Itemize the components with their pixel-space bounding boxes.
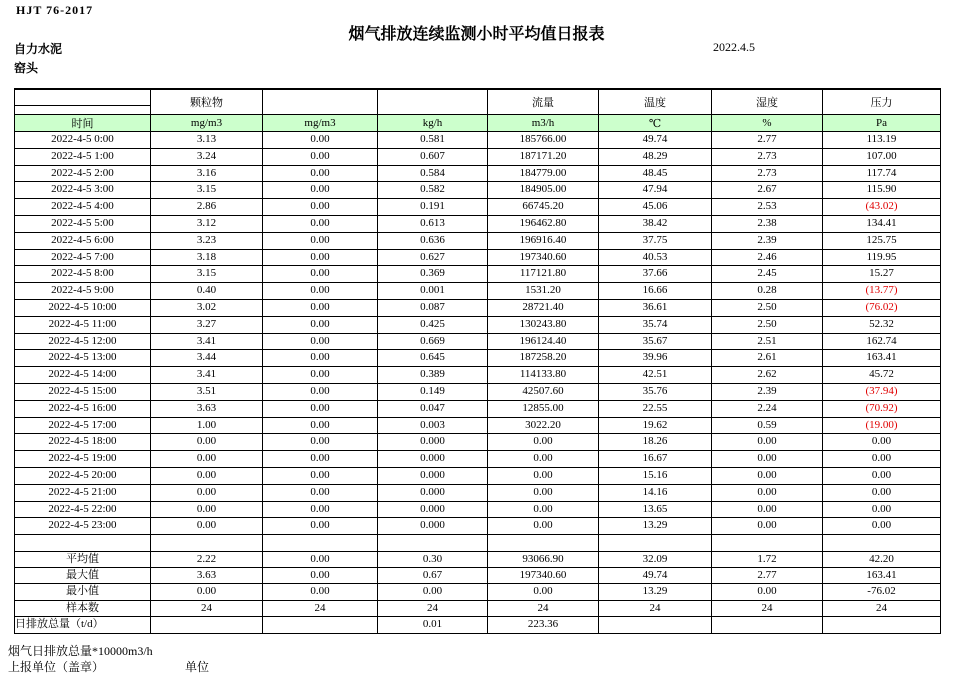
value-cell: 0.00: [488, 434, 599, 451]
value-cell: 2.38: [712, 215, 823, 232]
value-cell: 40.53: [599, 249, 712, 266]
value-cell: 12855.00: [488, 400, 599, 417]
summary-value-cell: 0.00: [263, 584, 378, 600]
summary-value-cell: 13.29: [599, 584, 712, 600]
unit-cell: kg/h: [378, 115, 488, 132]
value-cell: 3.24: [151, 148, 263, 165]
value-cell: 15.16: [599, 467, 712, 484]
value-cell: 0.00: [488, 501, 599, 518]
value-cell: 0.00: [712, 501, 823, 518]
column-header-temperature: 温度: [599, 89, 712, 115]
value-cell: 0.00: [263, 132, 378, 149]
value-cell: 0.00: [488, 484, 599, 501]
value-cell: 0.00: [823, 434, 941, 451]
value-cell: 0.582: [378, 182, 488, 199]
value-cell: 47.94: [599, 182, 712, 199]
value-cell: 2.50: [712, 299, 823, 316]
value-cell: 0.000: [378, 484, 488, 501]
summary-value-cell: [712, 617, 823, 633]
spacer-row: [15, 535, 941, 551]
table-row: [15, 299, 941, 316]
value-cell: (19.00): [823, 417, 941, 434]
summary-value-cell: 24: [823, 600, 941, 616]
value-cell: 2.61: [712, 350, 823, 367]
table-row: [15, 501, 941, 518]
value-cell: 2.50: [712, 316, 823, 333]
value-cell: 1531.20: [488, 283, 599, 300]
value-cell: (37.94): [823, 383, 941, 400]
value-cell: 35.76: [599, 383, 712, 400]
value-cell: 0.00: [263, 434, 378, 451]
time-cell: 2022-4-5 11:00: [15, 316, 151, 333]
value-cell: 28721.40: [488, 299, 599, 316]
value-cell: 0.00: [263, 350, 378, 367]
summary-value-cell: 24: [151, 600, 263, 616]
table-row: [15, 148, 941, 165]
value-cell: 2.73: [712, 148, 823, 165]
value-cell: 49.74: [599, 132, 712, 149]
report-date: 2022.4.5: [713, 40, 755, 54]
time-cell: 2022-4-5 5:00: [15, 215, 151, 232]
time-cell: 2022-4-5 12:00: [15, 333, 151, 350]
value-cell: 22.55: [599, 400, 712, 417]
value-cell: 0.00: [263, 165, 378, 182]
value-cell: 196916.40: [488, 232, 599, 249]
page-title: 烟气排放连续监测小时平均值日报表: [348, 26, 605, 43]
table-row: [15, 182, 941, 199]
unit-cell: ℃: [599, 115, 712, 132]
table-row: [15, 350, 941, 367]
value-cell: 3022.20: [488, 417, 599, 434]
value-cell: 0.584: [378, 165, 488, 182]
column-header-blank-2: [378, 89, 488, 115]
value-cell: 35.67: [599, 333, 712, 350]
summary-label: 平均值: [15, 551, 151, 567]
value-cell: 1.00: [151, 417, 263, 434]
time-cell: 2022-4-5 16:00: [15, 400, 151, 417]
summary-value-cell: [263, 617, 378, 633]
summary-row: [15, 567, 941, 583]
value-cell: 0.00: [263, 316, 378, 333]
value-cell: 66745.20: [488, 199, 599, 216]
value-cell: (43.02): [823, 199, 941, 216]
doc-code: HJT 76-2017: [16, 3, 94, 17]
value-cell: 0.00: [263, 501, 378, 518]
value-cell: 0.00: [263, 451, 378, 468]
unit-cell: %: [712, 115, 823, 132]
table-row: [15, 215, 941, 232]
value-cell: 0.087: [378, 299, 488, 316]
value-cell: 45.06: [599, 199, 712, 216]
value-cell: 0.191: [378, 199, 488, 216]
value-cell: 3.23: [151, 232, 263, 249]
time-column-header: 时间: [15, 115, 151, 132]
table-row: [15, 518, 941, 535]
value-cell: 38.42: [599, 215, 712, 232]
value-cell: 0.00: [823, 518, 941, 535]
reporting-unit-label: 上报单位（盖章）: [8, 660, 105, 674]
value-cell: 119.95: [823, 249, 941, 266]
table-row: [15, 451, 941, 468]
value-cell: 0.00: [712, 518, 823, 535]
time-cell: 2022-4-5 1:00: [15, 148, 151, 165]
summary-value-cell: 24: [599, 600, 712, 616]
group-header-row: [15, 89, 941, 106]
value-cell: 2.62: [712, 367, 823, 384]
value-cell: 0.001: [378, 283, 488, 300]
header-empty-cell: [15, 89, 151, 106]
value-cell: 35.74: [599, 316, 712, 333]
time-cell: 2022-4-5 21:00: [15, 484, 151, 501]
value-cell: 0.000: [378, 518, 488, 535]
summary-value-cell: 0.00: [488, 584, 599, 600]
summary-value-cell: 0.67: [378, 567, 488, 583]
value-cell: 2.39: [712, 232, 823, 249]
value-cell: 134.41: [823, 215, 941, 232]
summary-value-cell: 0.00: [378, 584, 488, 600]
time-cell: 2022-4-5 9:00: [15, 283, 151, 300]
time-cell: 2022-4-5 7:00: [15, 249, 151, 266]
value-cell: 0.00: [263, 249, 378, 266]
summary-value-cell: 24: [378, 600, 488, 616]
value-cell: 2.24: [712, 400, 823, 417]
summary-value-cell: 49.74: [599, 567, 712, 583]
time-cell: 2022-4-5 22:00: [15, 501, 151, 518]
table-row: [15, 316, 941, 333]
table-row: [15, 333, 941, 350]
value-cell: 117121.80: [488, 266, 599, 283]
value-cell: 0.000: [378, 501, 488, 518]
value-cell: 13.29: [599, 518, 712, 535]
value-cell: 19.62: [599, 417, 712, 434]
column-header-particulate: 颗粒物: [151, 89, 263, 115]
unit-label: 单位: [185, 660, 210, 674]
summary-value-cell: 2.22: [151, 551, 263, 567]
value-cell: 0.00: [263, 266, 378, 283]
time-cell: 2022-4-5 8:00: [15, 266, 151, 283]
value-cell: 48.45: [599, 165, 712, 182]
value-cell: 3.27: [151, 316, 263, 333]
data-rows-body: [15, 132, 941, 535]
unit-cell: mg/m3: [263, 115, 378, 132]
value-cell: 0.000: [378, 467, 488, 484]
value-cell: (70.92): [823, 400, 941, 417]
summary-value-cell: [823, 617, 941, 633]
value-cell: 0.00: [488, 451, 599, 468]
value-cell: 2.51: [712, 333, 823, 350]
summary-value-cell: 93066.90: [488, 551, 599, 567]
value-cell: 0.00: [151, 434, 263, 451]
value-cell: 0.00: [151, 451, 263, 468]
summary-label: 最小值: [15, 584, 151, 600]
value-cell: 0.00: [488, 467, 599, 484]
time-cell: 2022-4-5 3:00: [15, 182, 151, 199]
value-cell: 184779.00: [488, 165, 599, 182]
value-cell: 36.61: [599, 299, 712, 316]
value-cell: 0.047: [378, 400, 488, 417]
value-cell: 37.75: [599, 232, 712, 249]
value-cell: 196124.40: [488, 333, 599, 350]
table-row: [15, 199, 941, 216]
value-cell: 0.00: [263, 333, 378, 350]
value-cell: 0.00: [151, 501, 263, 518]
time-cell: 2022-4-5 15:00: [15, 383, 151, 400]
value-cell: 2.73: [712, 165, 823, 182]
table-row: [15, 249, 941, 266]
value-cell: 107.00: [823, 148, 941, 165]
value-cell: 13.65: [599, 501, 712, 518]
table-header: [15, 89, 941, 132]
summary-label: 样本数: [15, 600, 151, 616]
summary-value-cell: 223.36: [488, 617, 599, 633]
value-cell: 2.77: [712, 132, 823, 149]
table-row: [15, 132, 941, 149]
time-cell: 2022-4-5 10:00: [15, 299, 151, 316]
time-cell: 2022-4-5 0:00: [15, 132, 151, 149]
value-cell: 2.86: [151, 199, 263, 216]
value-cell: 3.18: [151, 249, 263, 266]
value-cell: (76.02): [823, 299, 941, 316]
value-cell: 0.000: [378, 434, 488, 451]
value-cell: 0.581: [378, 132, 488, 149]
value-cell: 162.74: [823, 333, 941, 350]
table-row: [15, 232, 941, 249]
value-cell: 0.00: [263, 484, 378, 501]
station-name: 窑头: [14, 61, 39, 75]
summary-row: [15, 600, 941, 616]
summary-value-cell: -76.02: [823, 584, 941, 600]
summary-value-cell: 163.41: [823, 567, 941, 583]
value-cell: 2.46: [712, 249, 823, 266]
value-cell: 0.00: [263, 417, 378, 434]
value-cell: 0.00: [263, 467, 378, 484]
value-cell: 39.96: [599, 350, 712, 367]
summary-value-cell: 1.72: [712, 551, 823, 567]
value-cell: 0.00: [263, 367, 378, 384]
time-cell: 2022-4-5 18:00: [15, 434, 151, 451]
summary-value-cell: [151, 617, 263, 633]
value-cell: 115.90: [823, 182, 941, 199]
column-header-blank-1: [263, 89, 378, 115]
value-cell: 0.00: [823, 484, 941, 501]
summary-value-cell: 0.30: [378, 551, 488, 567]
value-cell: 125.75: [823, 232, 941, 249]
value-cell: 0.00: [151, 467, 263, 484]
value-cell: 0.00: [712, 434, 823, 451]
summary-value-cell: [599, 617, 712, 633]
table-row: [15, 367, 941, 384]
value-cell: 18.26: [599, 434, 712, 451]
summary-value-cell: 0.00: [151, 584, 263, 600]
time-cell: 2022-4-5 6:00: [15, 232, 151, 249]
summary-value-cell: 0.01: [378, 617, 488, 633]
value-cell: 184905.00: [488, 182, 599, 199]
value-cell: 0.00: [712, 451, 823, 468]
value-cell: 187258.20: [488, 350, 599, 367]
value-cell: 0.389: [378, 367, 488, 384]
time-cell: 2022-4-5 20:00: [15, 467, 151, 484]
table-row: [15, 400, 941, 417]
time-cell: 2022-4-5 2:00: [15, 165, 151, 182]
value-cell: 3.15: [151, 182, 263, 199]
value-cell: 0.149: [378, 383, 488, 400]
value-cell: 0.00: [263, 215, 378, 232]
value-cell: 0.40: [151, 283, 263, 300]
time-cell: 2022-4-5 14:00: [15, 367, 151, 384]
value-cell: 0.003: [378, 417, 488, 434]
value-cell: (13.77): [823, 283, 941, 300]
value-cell: 2.39: [712, 383, 823, 400]
value-cell: 0.627: [378, 249, 488, 266]
unit-header-row: [15, 115, 941, 132]
value-cell: 2.53: [712, 199, 823, 216]
value-cell: 2.45: [712, 266, 823, 283]
value-cell: 3.02: [151, 299, 263, 316]
value-cell: 0.00: [712, 484, 823, 501]
report-table: [14, 88, 941, 634]
table-row: [15, 484, 941, 501]
value-cell: 42.51: [599, 367, 712, 384]
summary-label: 最大值: [15, 567, 151, 583]
value-cell: 0.59: [712, 417, 823, 434]
value-cell: 15.27: [823, 266, 941, 283]
value-cell: 3.51: [151, 383, 263, 400]
table-row: [15, 283, 941, 300]
summary-value-cell: 3.63: [151, 567, 263, 583]
summary-body: [15, 551, 941, 633]
summary-value-cell: 0.00: [263, 551, 378, 567]
summary-label: 日排放总量（t/d）: [15, 617, 151, 633]
summary-value-cell: 24: [712, 600, 823, 616]
value-cell: 0.369: [378, 266, 488, 283]
value-cell: 3.16: [151, 165, 263, 182]
value-cell: 16.67: [599, 451, 712, 468]
value-cell: 2.67: [712, 182, 823, 199]
value-cell: 0.00: [488, 518, 599, 535]
unit-cell: m3/h: [488, 115, 599, 132]
value-cell: 0.425: [378, 316, 488, 333]
time-cell: 2022-4-5 17:00: [15, 417, 151, 434]
value-cell: 3.13: [151, 132, 263, 149]
value-cell: 114133.80: [488, 367, 599, 384]
value-cell: 0.00: [823, 467, 941, 484]
value-cell: 3.41: [151, 367, 263, 384]
value-cell: 0.645: [378, 350, 488, 367]
table-row: [15, 165, 941, 182]
summary-value-cell: 197340.60: [488, 567, 599, 583]
time-cell: 2022-4-5 19:00: [15, 451, 151, 468]
summary-value-cell: 24: [488, 600, 599, 616]
value-cell: 130243.80: [488, 316, 599, 333]
table-row: [15, 266, 941, 283]
value-cell: 0.28: [712, 283, 823, 300]
value-cell: 0.00: [263, 518, 378, 535]
column-header-pressure: 压力: [823, 89, 941, 115]
value-cell: 3.12: [151, 215, 263, 232]
value-cell: 0.00: [823, 501, 941, 518]
value-cell: 0.00: [263, 383, 378, 400]
summary-row: [15, 551, 941, 567]
value-cell: 42507.60: [488, 383, 599, 400]
time-cell: 2022-4-5 13:00: [15, 350, 151, 367]
summary-row: [15, 617, 941, 633]
time-cell: 2022-4-5 23:00: [15, 518, 151, 535]
value-cell: 0.607: [378, 148, 488, 165]
value-cell: 0.00: [151, 518, 263, 535]
value-cell: 52.32: [823, 316, 941, 333]
header-empty-cell: [15, 106, 151, 115]
column-header-humidity: 湿度: [712, 89, 823, 115]
value-cell: 48.29: [599, 148, 712, 165]
value-cell: 16.66: [599, 283, 712, 300]
value-cell: 14.16: [599, 484, 712, 501]
unit-cell: mg/m3: [151, 115, 263, 132]
value-cell: 163.41: [823, 350, 941, 367]
value-cell: 0.00: [263, 232, 378, 249]
summary-value-cell: 0.00: [712, 584, 823, 600]
value-cell: 185766.00: [488, 132, 599, 149]
value-cell: 0.00: [151, 484, 263, 501]
value-cell: 0.000: [378, 451, 488, 468]
value-cell: 3.41: [151, 333, 263, 350]
value-cell: 113.19: [823, 132, 941, 149]
summary-value-cell: 24: [263, 600, 378, 616]
value-cell: 187171.20: [488, 148, 599, 165]
value-cell: 3.63: [151, 400, 263, 417]
value-cell: 45.72: [823, 367, 941, 384]
value-cell: 0.669: [378, 333, 488, 350]
flow-total-note: 烟气日排放总量*10000m3/h: [8, 644, 153, 658]
table-row: [15, 417, 941, 434]
summary-value-cell: 0.00: [263, 567, 378, 583]
company-name: 自力水泥: [14, 42, 63, 56]
value-cell: 0.636: [378, 232, 488, 249]
summary-value-cell: 2.77: [712, 567, 823, 583]
summary-value-cell: 32.09: [599, 551, 712, 567]
unit-cell: Pa: [823, 115, 941, 132]
value-cell: 196462.80: [488, 215, 599, 232]
summary-row: [15, 584, 941, 600]
summary-value-cell: 42.20: [823, 551, 941, 567]
value-cell: 0.00: [263, 283, 378, 300]
time-cell: 2022-4-5 4:00: [15, 199, 151, 216]
value-cell: 0.00: [712, 467, 823, 484]
table-row: [15, 467, 941, 484]
value-cell: 0.00: [263, 299, 378, 316]
value-cell: 0.00: [263, 148, 378, 165]
value-cell: 197340.60: [488, 249, 599, 266]
table-row: [15, 383, 941, 400]
column-header-flow: 流量: [488, 89, 599, 115]
value-cell: 0.00: [263, 182, 378, 199]
value-cell: 37.66: [599, 266, 712, 283]
value-cell: 0.00: [263, 199, 378, 216]
value-cell: 0.00: [263, 400, 378, 417]
table-row: [15, 434, 941, 451]
value-cell: 0.00: [823, 451, 941, 468]
value-cell: 3.15: [151, 266, 263, 283]
value-cell: 3.44: [151, 350, 263, 367]
value-cell: 117.74: [823, 165, 941, 182]
value-cell: 0.613: [378, 215, 488, 232]
